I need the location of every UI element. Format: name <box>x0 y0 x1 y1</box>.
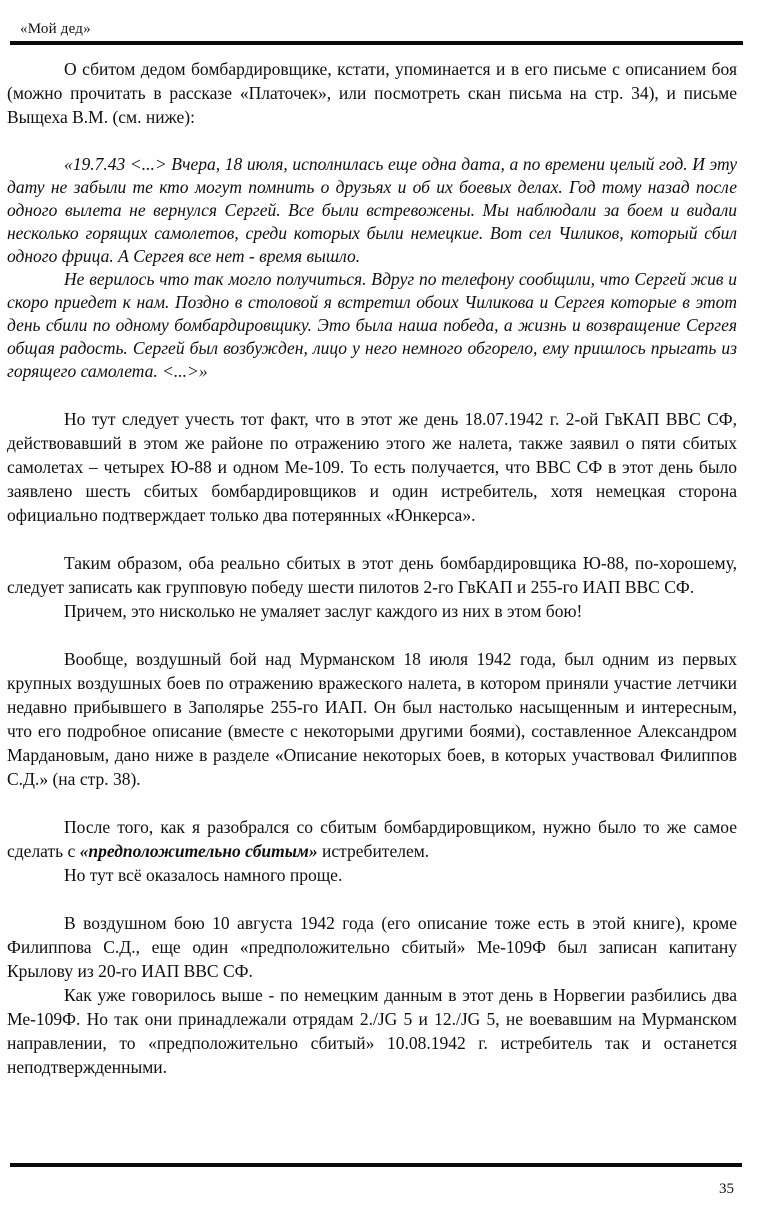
page-number: 35 <box>719 1181 734 1197</box>
paragraph-air-battle-description <box>7 647 737 791</box>
paragraph-merit-note <box>7 599 737 623</box>
paragraph-presumed-shot-down <box>7 815 737 863</box>
letter-quote-1-text: «19.7.43 <...> Вчера, 18 июля, исполнилась еще одна дата, а по времени целый год. И эту дату не забыли те кто могут помнить о друзьях и об их боевых делах. Год тому назад после одного вылета не вернулся Сергей. Все были встревожены. Мы наблюдали за боем и видали несколько горящих самолетов, среди которых были немецкие. Вот сел Чиликов, который сбил одного фрица. А Сергея все нет - время вышло. <box>7 154 737 266</box>
paragraph-gvkap-claims-text: Но тут следует учесть тот факт, что в этот же день 18.07.1942 г. 2-ой ГвКАП ВВС СФ, действовавший в этом же районе по отражению этого же налета, также заявил о пяти сбитых самолетах – четырех Ю-88 и одном Ме-109. То есть получается, что ВВС СФ в этот день было заявлено шесть сбитых бомбардировщиков и один истребитель, хотя немецкая сторона официально подтверждает только два потерянных «Юнкерса». <box>7 409 737 525</box>
paragraph-august-battle-text: В воздушном бою 10 августа 1942 года (его описание тоже есть в этой книге), кроме Филиппова С.Д., еще один «предположительно сбитый» Ме-109Ф был записан капитану Крылову из 20-го ИАП ВВС СФ. <box>7 913 737 981</box>
footer-rule <box>10 1163 742 1167</box>
paragraph-air-battle-description-text: Вообще, воздушный бой над Мурманском 18 июля 1942 года, был одним из первых крупных воздушных боев по отражению вражеского налета, в котором приняли участие летчики недавно прибывшего в Заполярье 255-го ИАП. Он был настолько насыщенным и интересным, что его подробное описание (вместе с некоторыми другими боями), составленное Александром Мардановым, дано ниже в разделе «Описание некоторых боев, в которых участвовал Филиппов С.Д.» (на стр. 38). <box>7 649 737 789</box>
paragraph-merit-note-text: Причем, это нисколько не умаляет заслуг каждого из них в этом бою! <box>64 601 583 621</box>
paragraph-group-victory <box>7 551 737 599</box>
paragraph-simpler-note-text: Но тут всё оказалось намного проще. <box>64 865 343 885</box>
paragraph-german-data <box>7 983 737 1079</box>
paragraph-presumed-emphasis-text: «предположительно сбитым» <box>79 841 318 861</box>
letter-quote-paragraph-1 <box>7 153 737 268</box>
paragraph-presumed-post-text: истребителем. <box>317 841 430 861</box>
paragraph-presumed-pre-text: После того, как я разобрался со сбитым бомбардировщиком, нужно было то же самое сделать с <box>7 817 737 861</box>
paragraph-august-battle <box>7 911 737 983</box>
paragraph-intro-text: О сбитом дедом бомбардировщике, кстати, упоминается и в его письме с описанием боя (можно прочитать в рассказе «Платочек», или посмотреть скан письма на стр. 34), и письме Выщеха В.М. (см. ниже): <box>7 59 737 127</box>
letter-quote-2-text: Не верилось что так могло получиться. Вдруг по телефону сообщили, что Сергей жив и скоро приедет к нам. Поздно в столовой я встретил обоих Чиликова и Сергея которые в этот день сбили по одному бомбардировщику. Это была наша победа, а жизнь и возвращение Сергея общая радость. Сергей был возбужден, лицо у него немного обгорело, ему пришлось прыгать из горящего самолета. <...>» <box>7 269 737 381</box>
paragraph-gvkap-claims <box>7 407 737 527</box>
paragraph-german-data-text: Как уже говорилось выше - по немецким данным в этот день в Норвегии разбились два Ме-109Ф. Но так они принадлежали отрядам 2./JG 5 и 12./JG 5, не воевавшим на Мурманском направлении, то «предположительно сбитый» 10.08.1942 г. истребитель так и останется неподтвержденными. <box>7 985 737 1077</box>
letter-quote-paragraph-2 <box>7 268 737 383</box>
paragraph-intro <box>7 57 737 129</box>
page-body <box>7 57 737 1079</box>
paragraph-group-victory-text: Таким образом, оба реально сбитых в этот день бомбардировщика Ю-88, по-хорошему, следует записать как групповую победу шести пилотов 2-го ГвКАП и 255-го ИАП ВВС СФ. <box>7 553 737 597</box>
header-rule <box>10 41 743 45</box>
paragraph-simpler-note <box>7 863 737 887</box>
running-header-title: «Мой дед» <box>20 21 91 37</box>
